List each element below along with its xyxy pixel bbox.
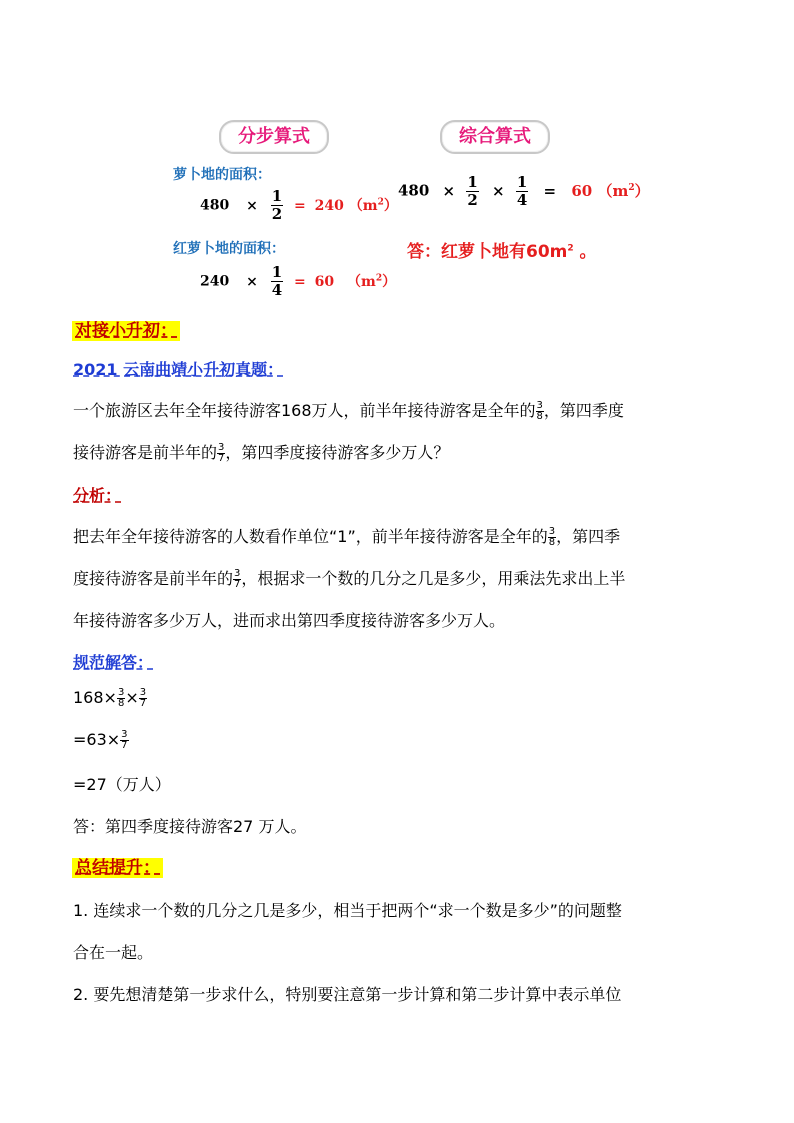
numerator: 3	[218, 442, 225, 453]
equals-sign: =	[543, 181, 557, 200]
radish-area-label: 萝卜地的面积：	[173, 167, 271, 183]
unit-close: ）	[634, 181, 650, 200]
unit	[349, 198, 398, 214]
summary-p2-line1: 2. 要先想清楚第一步求什么，特别要注意第一步计算和第二步计算中表示单位	[73, 985, 622, 1004]
step1-formula	[200, 188, 398, 223]
summary-p1-line2: 合在一起。	[73, 943, 154, 962]
section-heading-connect	[72, 316, 180, 341]
equals-sign: =	[294, 273, 306, 290]
step1-operand: 480	[200, 197, 230, 214]
denominator: 8	[117, 698, 125, 709]
fraction	[536, 401, 544, 422]
analysis-line-1	[73, 524, 620, 548]
analysis-text: ，第四季	[556, 527, 621, 546]
answer-text: 答：红萝卜地有60m	[407, 242, 568, 262]
question-text: 接待游客是前半年的	[73, 443, 218, 462]
numerator: 1	[271, 187, 283, 205]
step-formula-badge: 分步算式	[219, 120, 329, 154]
numerator: 3	[548, 526, 556, 537]
times-sign: ×	[125, 688, 139, 707]
analysis-text: 度接待游客是前半年的	[73, 569, 234, 588]
unit-open: （m	[348, 197, 378, 214]
solution-line-2	[73, 730, 129, 751]
denominator: 8	[548, 537, 556, 548]
step1-result: 240	[314, 197, 344, 214]
fraction	[516, 174, 528, 209]
numerator: 3	[536, 400, 543, 411]
red-radish-area-label: 红萝卜地的面积：	[173, 241, 285, 257]
numerator: 1	[516, 173, 528, 191]
solution-answer: 答：第四季度接待游客27 万人。	[73, 817, 307, 836]
denominator: 4	[516, 191, 528, 209]
question-text: ，第四季度	[543, 401, 624, 420]
analysis-text: ，根据求一个数的几分之几是多少，用乘法先求出上半	[241, 569, 626, 588]
numerator: 1	[467, 173, 478, 191]
analysis-text: 把去年全年接待游客的人数看作单位“1”，前半年接待游客是全年的	[73, 527, 548, 546]
unit-close: ）	[383, 197, 398, 214]
combined-formula	[398, 174, 650, 209]
times-sign: ×	[442, 181, 456, 200]
analysis-heading: 分析：	[73, 486, 122, 505]
numerator: 3	[139, 687, 147, 698]
question-line-1	[73, 398, 624, 422]
highlight-heading: 总结提升：	[72, 858, 163, 878]
denominator: 4	[271, 281, 283, 299]
unit-close: ）	[382, 273, 397, 290]
step2-result: 60	[314, 273, 335, 290]
numerator: 3	[117, 687, 125, 698]
analysis-line-2	[73, 566, 625, 590]
equals-sign: =	[294, 197, 306, 214]
unit-open: （m	[597, 181, 629, 200]
unit-exponent: 2	[628, 182, 635, 193]
denominator: 7	[139, 698, 147, 709]
fraction	[139, 688, 147, 709]
times-sign: ×	[246, 197, 258, 214]
summary-p1-line1: 1. 连续求一个数的几分之几是多少，相当于把两个“求一个数是多少”的问题整	[73, 901, 622, 920]
denominator: 8	[536, 411, 543, 422]
highlight-heading: 对接小升初：	[72, 321, 180, 341]
unit-exponent: 2	[375, 272, 383, 283]
solution-line-1	[73, 688, 147, 709]
solution-heading: 规范解答：	[73, 653, 154, 672]
section-heading-summary	[72, 853, 163, 878]
fraction	[271, 188, 283, 223]
exam-title: 2021 云南曲靖小升初真题：	[73, 360, 284, 379]
times-sign: ×	[492, 181, 505, 200]
unit	[597, 182, 649, 200]
numerator: 3	[234, 568, 241, 579]
denominator: 7	[234, 579, 241, 590]
unit-exponent: 2	[567, 243, 574, 254]
top-answer	[407, 237, 597, 262]
denominator: 2	[271, 205, 283, 223]
denominator: 2	[467, 191, 478, 209]
combined-result: 60	[571, 181, 593, 200]
combined-formula-badge: 综合算式	[440, 120, 550, 154]
denominator: 7	[121, 740, 128, 751]
denominator: 7	[218, 453, 225, 464]
unit-open: （m	[347, 273, 376, 290]
question-text: 一个旅游区去年全年接待游客168万人，前半年接待游客是全年的	[73, 401, 536, 420]
fraction	[120, 730, 128, 751]
question-line-2	[73, 440, 449, 464]
fraction	[271, 264, 283, 299]
solution-text: =63×	[73, 730, 121, 749]
unit-exponent: 2	[377, 196, 384, 207]
step2-formula	[200, 264, 396, 299]
combined-operand: 480	[398, 181, 430, 200]
question-text: ，第四季度接待游客多少万人？	[225, 443, 450, 462]
times-sign: ×	[246, 273, 258, 290]
answer-end: 。	[573, 242, 597, 262]
numerator: 1	[271, 263, 283, 281]
fraction	[466, 174, 478, 209]
step2-operand: 240	[200, 273, 230, 290]
analysis-line-3: 年接待游客多少万人，进而求出第四季度接待游客多少万人。	[73, 611, 506, 630]
unit	[347, 274, 396, 290]
fraction	[548, 527, 556, 548]
solution-text: 168×	[73, 688, 117, 707]
solution-line-3: =27（万人）	[73, 775, 171, 794]
numerator: 3	[121, 729, 128, 740]
